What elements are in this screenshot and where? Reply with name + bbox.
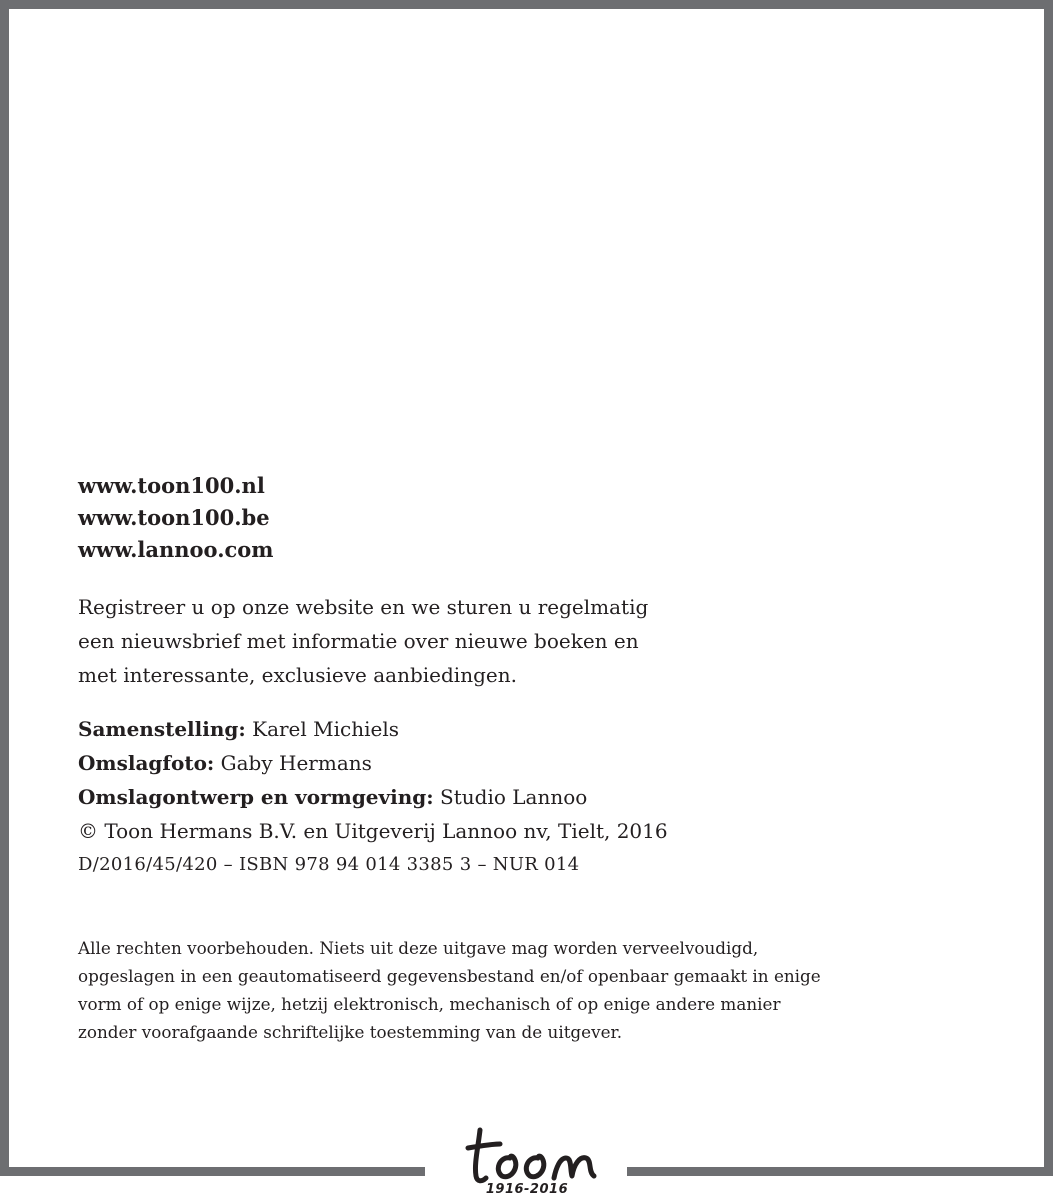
newsletter-line: een nieuwsbrief met informatie over nieuwe boeken en: [78, 629, 639, 653]
rights-line: vorm of op enige wijze, hetzij elektronisch, mechanisch of op enige andere manier: [78, 994, 781, 1014]
credit-label: Omslagfoto:: [78, 751, 215, 775]
colophon: [78, 470, 988, 1046]
frame-left-border: [0, 0, 9, 1176]
newsletter-line: Registreer u op onze website en we sturen u regelmatig: [78, 595, 649, 619]
frame-bottom-left-border: [0, 1167, 425, 1176]
newsletter-text: [78, 590, 988, 692]
credit-label: Samenstelling:: [78, 717, 246, 741]
newsletter-line: met interessante, exclusieve aanbiedingen.: [78, 663, 517, 687]
credit-design: [78, 780, 988, 814]
credit-value: Studio Lannoo: [440, 785, 588, 809]
url-list: [78, 470, 988, 566]
frame-right-border: [1044, 0, 1053, 1176]
credit-value: Karel Michiels: [252, 717, 399, 741]
url-lannoo[interactable]: www.lannoo.com: [78, 537, 274, 562]
credit-compilation: [78, 712, 988, 746]
rights-notice: [78, 934, 988, 1046]
isbn-line: D/2016/45/420 – ISBN 978 94 014 3385 3 – NUR 014: [78, 854, 580, 875]
frame-bottom-right-border: [627, 1167, 1053, 1176]
rights-line: Alle rechten voorbehouden. Niets uit deze uitgave mag worden verveelvoudigd,: [78, 938, 759, 958]
logo-years: 1916-2016: [485, 1182, 569, 1197]
rights-line: zonder voorafgaande schriftelijke toestemming van de uitgever.: [78, 1022, 623, 1042]
copyright-line: © Toon Hermans B.V. en Uitgeverij Lannoo nv, Tielt, 2016: [78, 819, 668, 843]
frame-top-border: [0, 0, 1053, 9]
url-toon100-nl[interactable]: www.toon100.nl: [78, 473, 265, 498]
credits: [78, 712, 988, 882]
credit-value: Gaby Hermans: [220, 751, 372, 775]
credit-cover-photo: [78, 746, 988, 780]
rights-line: opgeslagen in een geautomatiseerd gegevensbestand en/of openbaar gemaakt in enige: [78, 966, 821, 986]
url-toon100-be[interactable]: www.toon100.be: [78, 505, 270, 530]
credit-label: Omslagontwerp en vormgeving:: [78, 785, 434, 809]
